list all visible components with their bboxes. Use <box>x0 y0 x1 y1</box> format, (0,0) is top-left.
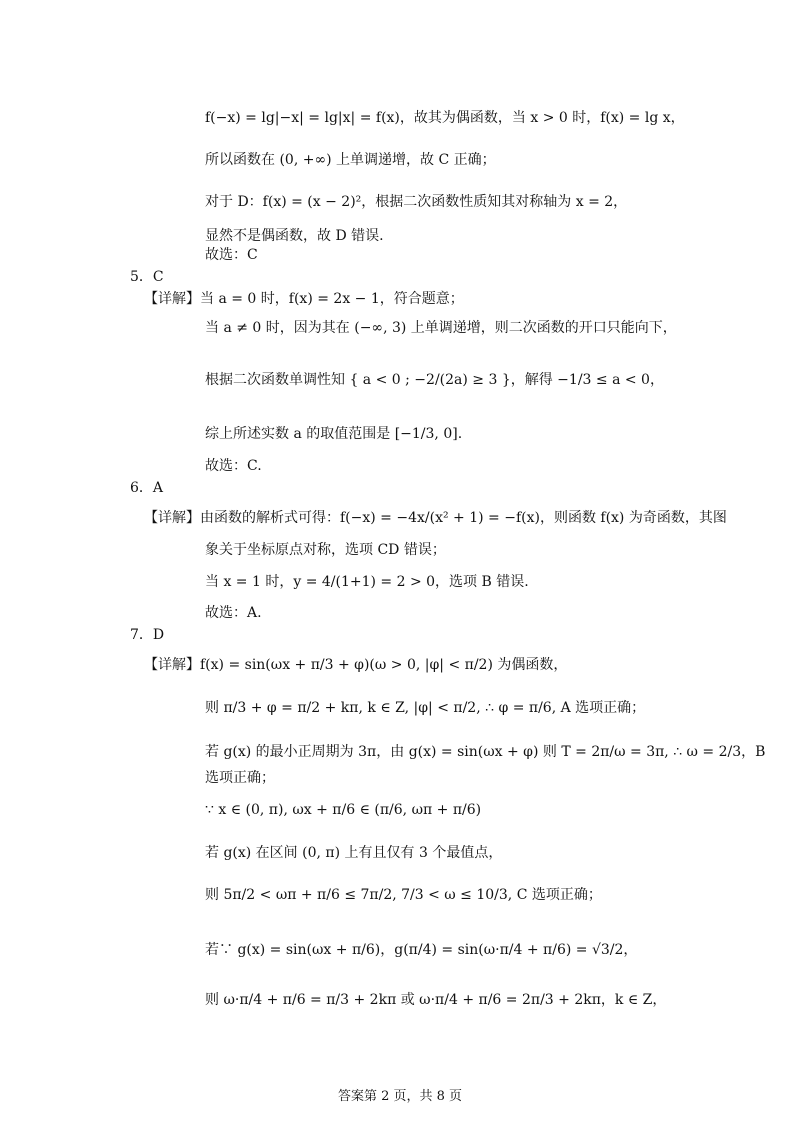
text-line: 显然不是偶函数，故 D 错误. <box>205 228 384 244</box>
question-number: 7．D <box>130 627 165 643</box>
text-line: 【详解】当 a = 0 时，f(x) = 2x − 1，符合题意； <box>144 291 464 307</box>
text-line: 综上所述实数 a 的取值范围是 [−1/3, 0]. <box>205 426 463 442</box>
text-line: 【详解】f(x) = sin(ωx + π/3 + φ)(ω > 0, |φ| < π/2) 为偶函数， <box>144 657 568 673</box>
text-line: 【详解】由函数的解析式可得：f(−x) = −4x/(x² + 1) = −f(x)，则函数 f(x) 为奇函数，其图 <box>144 510 727 526</box>
text-line: 象关于坐标原点对称，选项 CD 错误； <box>205 542 446 558</box>
question-number: 6．A <box>130 480 164 496</box>
text-line: 若∵ g(x) = sin(ωx + π/6)，g(π/4) = sin(ω·π/4 + π/6) = √3/2， <box>205 942 638 958</box>
text-line: 当 a ≠ 0 时，因为其在 (−∞, 3) 上单调递增，则二次函数的开口只能向下， <box>205 320 677 336</box>
text-line: 选项正确； <box>205 770 275 786</box>
text-line: ∵ x ∈ (0, π), ωx + π/6 ∈ (π/6, ωπ + π/6) <box>205 802 482 818</box>
text-line: 根据二次函数单调性知 { a < 0 ; −2/(2a) ≥ 3 }，解得 −1/3 ≤ a < 0， <box>205 372 664 388</box>
text-line: 所以函数在 (0, +∞) 上单调递增，故 C 正确； <box>205 152 496 168</box>
text-line: 当 x = 1 时，y = 4/(1+1) = 2 > 0，选项 B 错误. <box>205 574 529 590</box>
question-number: 5．C <box>130 269 164 285</box>
text-line: 故选：C <box>205 247 258 263</box>
text-line: 则 ω·π/4 + π/6 = π/3 + 2kπ 或 ω·π/4 + π/6 = 2π/3 + 2kπ，k ∈ Z， <box>205 992 667 1008</box>
text-line: 故选：A. <box>205 605 262 621</box>
text-line: 对于 D：f(x) = (x − 2)²，根据二次函数性质知其对称轴为 x = 2， <box>205 194 628 210</box>
page-footer: 答案第 2 页，共 8 页 <box>337 1089 463 1104</box>
text-line: 故选：C. <box>205 458 262 474</box>
text-line: 若 g(x) 的最小正周期为 3π，由 g(x) = sin(ωx + φ) 则 T = 2π/ω = 3π, ∴ ω = 2/3，B <box>205 744 766 760</box>
text-line: f(−x) = lg|−x| = lg|x| = f(x)，故其为偶函数，当 x > 0 时，f(x) = lg x， <box>205 110 685 126</box>
text-line: 若 g(x) 在区间 (0, π) 上有且仅有 3 个最值点， <box>205 845 503 861</box>
text-line: 则 π/3 + φ = π/2 + kπ, k ∈ Z, |φ| < π/2, ∴ φ = π/6, A 选项正确； <box>205 700 646 716</box>
text-line: 则 5π/2 < ωπ + π/6 ≤ 7π/2, 7/3 < ω ≤ 10/3, C 选项正确； <box>205 887 602 903</box>
